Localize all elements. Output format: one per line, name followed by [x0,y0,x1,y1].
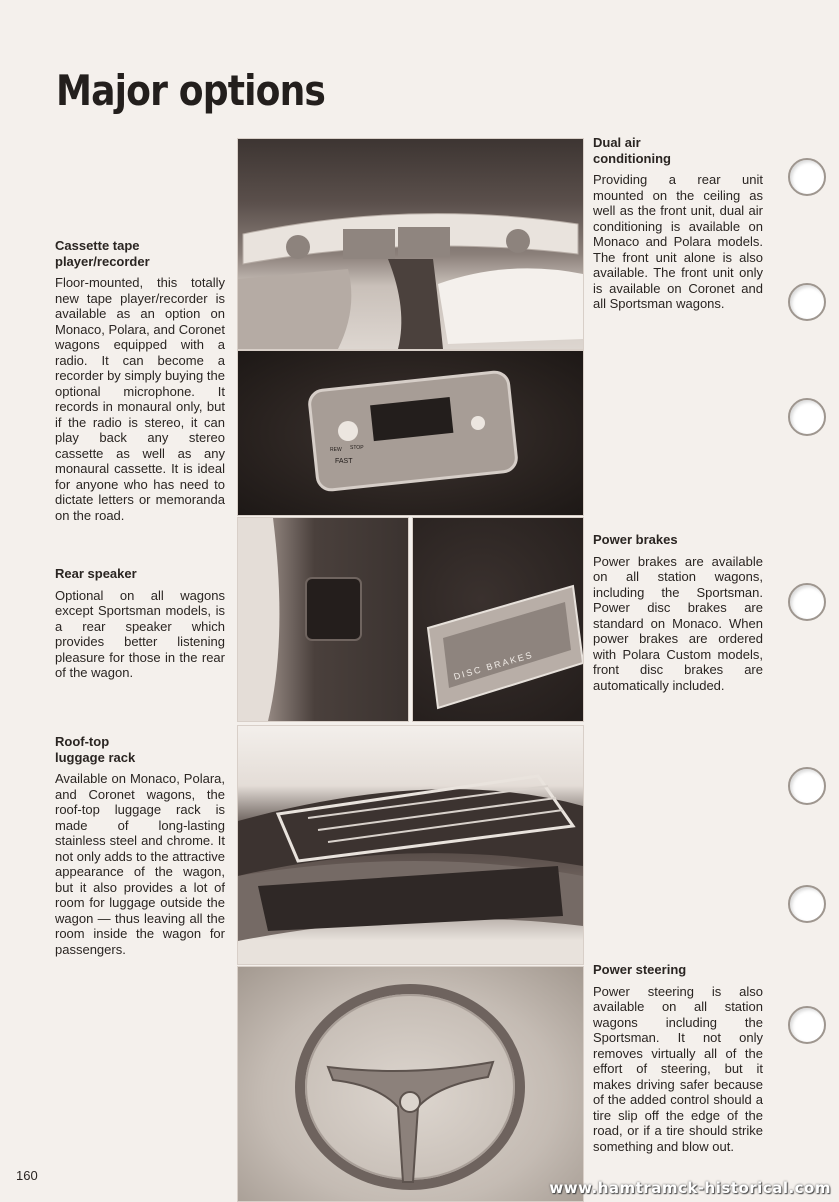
rear-speaker-section [55,566,225,681]
rear-speaker-heading: Rear speaker [55,566,137,581]
brake-pedal-label: DISC BRAKES [452,649,535,682]
page-number: 160 [16,1168,38,1183]
power-brakes-section [593,532,763,693]
power-steering-wheel-photo [237,966,584,1202]
binder-hole [788,398,826,436]
binder-hole [788,885,826,923]
power-brakes-photo [412,517,584,722]
roof-rack-body: Available on Monaco, Polara, and Coronet wagons, the roof-top luggage rack is made of long-lasting stainless steel and chrome. It not only adds to the attractive appearance of the wagon, but it also provides a lot of room for luggage outside the wagon — thus leaving all the room inside the wagon for passengers. [55,771,225,957]
rear-speaker-photo [237,517,409,722]
power-brakes-heading: Power brakes [593,532,678,547]
dual-air-conditioning-photo [237,138,584,350]
dual-air-section [593,135,763,312]
binder-hole [788,283,826,321]
cassette-heading: Cassette tape player/recorder [55,238,150,269]
binder-hole [788,158,826,196]
binder-hole [788,1006,826,1044]
binder-hole [788,767,826,805]
roof-rack-heading: Roof-top luggage rack [55,734,136,765]
watermark: www.hamtramck-historical.com [549,1179,831,1197]
tape-stop-label: STOP [350,445,364,451]
cassette-section [55,238,225,523]
page-title: Major options [56,66,326,115]
tape-rew-label: REW [330,447,342,453]
power-steering-heading: Power steering [593,962,687,977]
power-steering-body: Power steering is also available on all station wagons including the Sportsman. It not only removes virtually all of the effort of steering, but it makes driving safer because of the added control should a tire slip off the edge of the road, or if a tire should strike something and blow out. [593,983,763,1154]
rear-speaker-body: Optional on all wagons except Sportsman models, is a rear speaker which provides better listening pleasure for those in the rear of the wagon. [55,587,225,680]
luggage-rack-photo [237,725,584,965]
cassette-player-photo [237,350,584,516]
tape-fast-label: FAST [335,458,353,465]
power-brakes-body: Power brakes are available on all station wagons, including the Sportsman. Power disc brakes are standard on Monaco. When power brakes are ordered with Polara Custom models, front disc brakes are automatically included. [593,553,763,693]
cassette-body: Floor-mounted, this totally new tape player/recorder is available as an option on Monaco, Polara, and Coronet wagons equipped with a radio. It can become a recorder by simply buying the optional microphone. It records in monaural only, but if the radio is stereo, it can play back any stereo cassette as well as any monaural cassette. It is ideal for anyone who has need to dictate letters or memoranda on the road. [55,275,225,523]
binder-hole [788,583,826,621]
dual-air-body: Providing a rear unit mounted on the ceiling as well as the front unit, dual air conditioning is available on Monaco and Polara models. The front unit alone is also available. The front unit only is available on Coronet and all Sportsman wagons. [593,172,763,311]
power-steering-section [593,962,763,1154]
roof-rack-section [55,734,225,957]
dual-air-heading: Dual air conditioning [593,135,671,166]
